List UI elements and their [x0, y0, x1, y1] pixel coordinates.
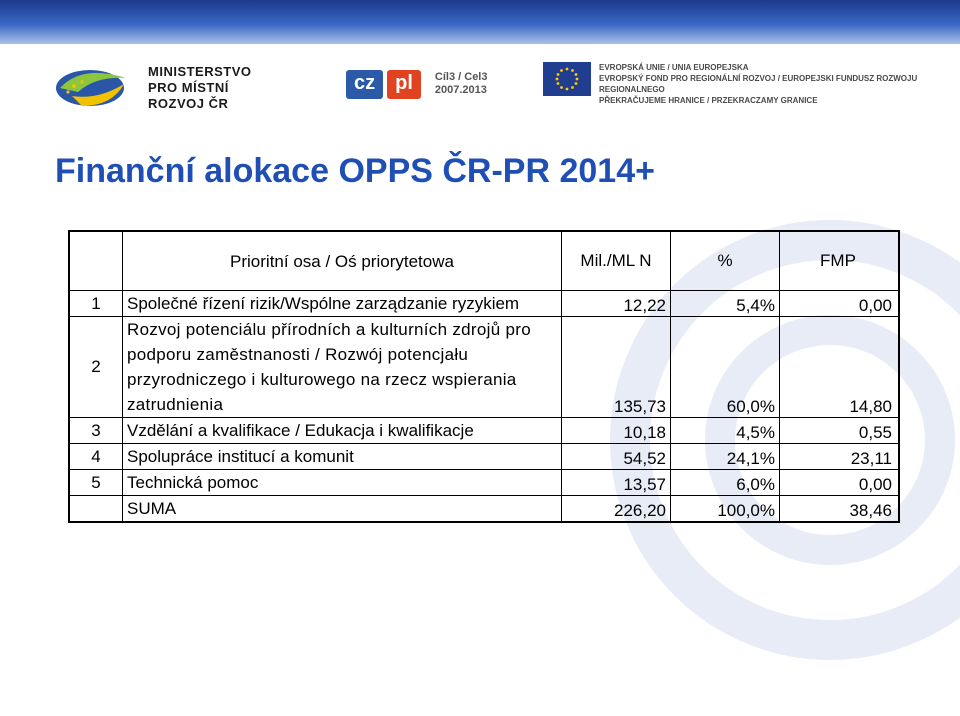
row-mil: 226,20: [562, 496, 671, 523]
eu-flag-icon: [543, 62, 591, 96]
table-row: [69, 470, 899, 496]
row-fmp: 38,46: [780, 496, 900, 523]
row-percent: 60,0%: [671, 317, 780, 418]
eu-logo: [543, 62, 959, 106]
table-row: [69, 444, 899, 470]
allocation-table: [68, 230, 900, 523]
header-percent: %: [671, 231, 780, 291]
row-priority-axis: SUMA: [123, 496, 562, 523]
row-fmp: 23,11: [780, 444, 900, 470]
ministry-name: MINISTERSTVO PRO MÍSTNÍ ROZVOJ ČR: [148, 64, 252, 111]
row-priority-axis: Spolupráce institucí a komunit: [123, 444, 562, 470]
header-priority-axis: Prioritní osa / Oś priorytetowa: [123, 231, 562, 291]
row-percent: 6,0%: [671, 470, 780, 496]
row-mil: 54,52: [562, 444, 671, 470]
row-fmp: 14,80: [780, 317, 900, 418]
row-fmp: 0,00: [780, 291, 900, 317]
table-row: [69, 418, 899, 444]
row-priority-axis: Společné řízení rizik/Wspólne zarządzanie ryzykiem: [123, 291, 562, 317]
row-mil: 12,22: [562, 291, 671, 317]
row-number: 4: [69, 444, 123, 470]
row-number: 5: [69, 470, 123, 496]
czpl-logo: [346, 66, 487, 102]
row-priority-axis: Vzdělání a kvalifikace / Edukacja i kwalifikacje: [123, 418, 562, 444]
pl-logo-mark: pl: [387, 70, 421, 99]
top-banner: [0, 0, 960, 44]
row-number: 1: [69, 291, 123, 317]
row-mil: 135,73: [562, 317, 671, 418]
table-row: [69, 317, 899, 418]
row-percent: 4,5%: [671, 418, 780, 444]
row-fmp: 0,55: [780, 418, 900, 444]
row-mil: 13,57: [562, 470, 671, 496]
table-header-row: [69, 231, 899, 291]
table-total-row: [69, 496, 899, 523]
row-number: [69, 496, 123, 523]
row-mil: 10,18: [562, 418, 671, 444]
eu-program-text: EVROPSKÁ UNIE / UNIA EUROPEJSKA EVROPSKÝ FOND PRO REGIONÁLNÍ ROZVOJ / EUROPEJSKI FUNDUSZ ROZWOJU REGIONALNEGO PŘEKRAČUJEME HRANICE / PRZEKRACZAMY GRANICE: [599, 63, 918, 105]
row-priority-axis: Technická pomoc: [123, 470, 562, 496]
cz-logo-mark: cz: [346, 70, 383, 99]
header-fmp: FMP: [780, 231, 900, 291]
page-title: Finanční alokace OPPS ČR-PR 2014+: [55, 152, 655, 190]
row-percent: 24,1%: [671, 444, 780, 470]
table-row: [69, 291, 899, 317]
row-fmp: 0,00: [780, 470, 900, 496]
row-percent: 5,4%: [671, 291, 780, 317]
row-percent: 100,0%: [671, 496, 780, 523]
row-priority-axis: Rozvoj potenciálu přírodních a kulturních zdrojů pro podporu zaměstnanosti / Rozwój potencjału przyrodniczego i kulturowego na rzecz wspierania zatrudnienia: [123, 317, 562, 418]
row-number: 3: [69, 418, 123, 444]
ministry-logo: [52, 62, 132, 110]
row-number: 2: [69, 317, 123, 418]
program-period: Cíl3 / Cel3 2007.2013: [434, 71, 488, 96]
header-mil: Mil./ML N: [562, 231, 671, 291]
header-num: [69, 231, 123, 291]
